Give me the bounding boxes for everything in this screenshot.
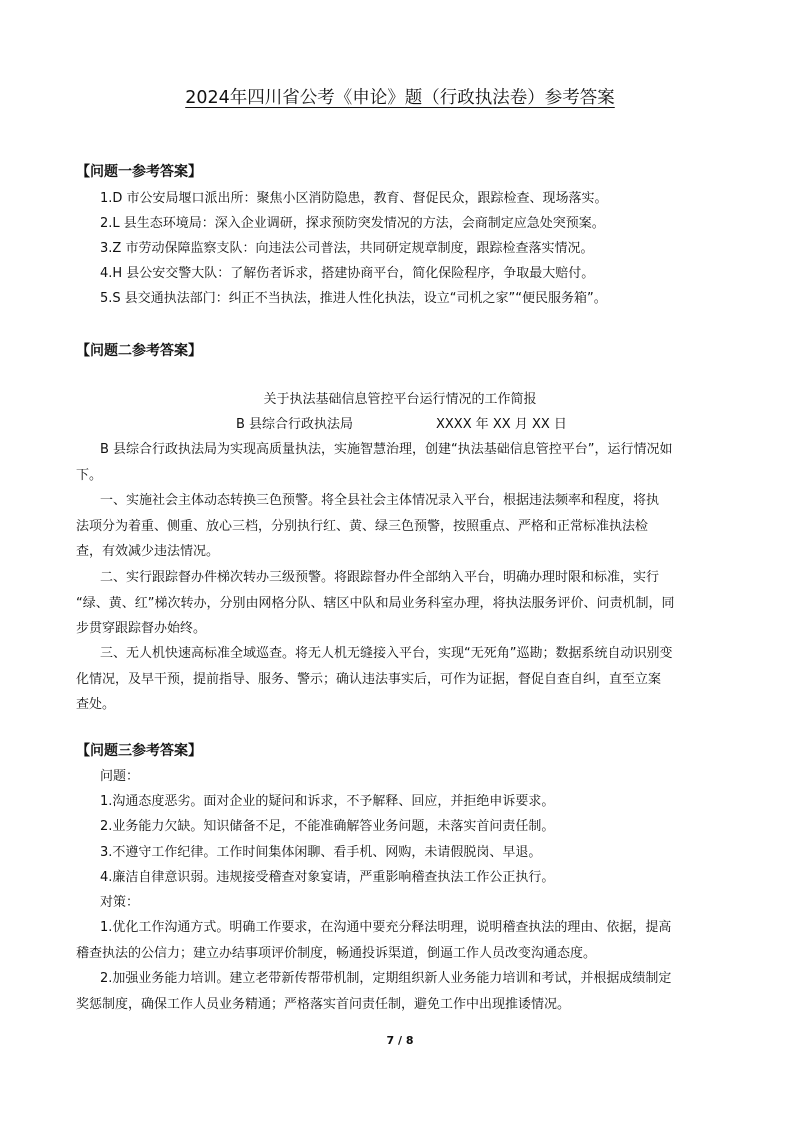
problem-item-2: 2.业务能力欠缺。知识储备不足，不能准确解答业务问题，未落实首问责任制。: [100, 819, 555, 834]
report-date: XXXX 年 XX 月 XX 日: [436, 417, 567, 432]
measure-1: [76, 915, 718, 966]
report-section-2: [76, 565, 718, 642]
problem-item-1: 1.沟通态度恶劣。面对企业的疑问和诉求，不予解释、回应，并拒绝申诉要求。: [100, 794, 555, 809]
report-section-1-line-2: 法项分为着重、侧重、放心三档，分别执行红、黄、绿三色预警，按照重点、严格和正常标准执法检: [76, 518, 649, 534]
report-title: 关于执法基础信息管控平台运行情况的工作简报: [263, 392, 537, 407]
q1-item-2: 2.L 县生态环境局：深入企业调研，探求预防突发情况的方法，会商制定应急处突预案。: [100, 216, 605, 231]
page-title: [0, 86, 800, 110]
q1-item-5: 5.S 县交通执法部门：纠正不当执法，推进人性化执法，设立“司机之家”“便民服务箱”。: [100, 291, 607, 306]
measure-2-line-2: 奖惩制度，确保工作人员业务精通；严格落实首问责任制，避免工作中出现推诿情况。: [76, 996, 571, 1012]
q2-heading: 【问题二参考答案】: [76, 343, 202, 359]
problems-label: 问题：: [100, 769, 140, 784]
report-section-1-line-1: 一、实施社会主体动态转换三色预警。将全县社会主体情况录入平台，根据违法频率和程度，将执: [100, 493, 660, 508]
q3-heading: 【问题三参考答案】: [76, 743, 202, 759]
report-section-2-line-3: 步贯穿跟踪督办始终。: [76, 621, 207, 636]
problem-item-4: 4.廉洁自律意识弱。违规接受稽查对象宴请，严重影响稽查执法工作公正执行。: [100, 870, 555, 885]
measure-1-line-2: 稽查执法的公信力；建立办结事项评价制度，畅通投诉渠道，倒逼工作人员改变沟通态度。: [76, 945, 597, 961]
report-section-3: [76, 641, 718, 718]
report-section-1-line-3: 查，有效减少违法情况。: [76, 544, 220, 559]
report-intro: [76, 437, 718, 488]
report-intro-line-2: 下。: [76, 467, 103, 483]
report-intro-line-1: B 县综合行政执法局为实现高质量执法，实施智慧治理，创建“执法基础信息管控平台”，运行情况如: [100, 442, 673, 457]
page-number: 7 / 8: [386, 1034, 414, 1047]
q1-heading: 【问题一参考答案】: [76, 164, 202, 180]
page-title-text: 2024年四川省公考《申论》题（行政执法卷）参考答案: [185, 88, 615, 108]
measure-2-line-1: 2.加强业务能力培训。建立老带新传帮带机制，定期组织新人业务能力培训和考试，并根据成绩制定: [100, 971, 672, 986]
report-section-3-line-1: 三、无人机快速高标准全域巡查。将无人机无缝接入平台，实现“无死角”巡勘；数据系统自动识别变: [100, 646, 673, 661]
report-org: B 县综合行政执法局: [236, 417, 354, 432]
measure-2: [76, 966, 718, 1017]
q1-item-3: 3.Z 市劳动保障监察支队：向违法公司普法，共同研定规章制度，跟踪检查落实情况。: [100, 241, 594, 256]
report-section-2-line-2: “绿、黄、红”梯次转办，分别由网格分队、辖区中队和局业务科室办理，将执法服务评价、问责机制，同: [76, 595, 675, 611]
q1-item-4: 4.H 县公安交警大队：了解伤者诉求，搭建协商平台，简化保险程序，争取最大赔付。: [100, 266, 595, 281]
problem-item-3: 3.不遵守工作纪律。工作时间集体闲聊、看手机、网购，未请假脱岗、早退。: [100, 845, 542, 860]
report-section-3-line-3: 查处。: [76, 697, 116, 712]
report-section-2-line-1: 二、实行跟踪督办件梯次转办三级预警。将跟踪督办件全部纳入平台，明确办理时限和标准，实行: [100, 570, 660, 585]
measures-label: 对策：: [100, 895, 140, 910]
report-section-3-line-2: 化情况，及早干预，提前指导、服务、警示；确认违法事实后，可作为证据，督促自查自纠，直至立案: [76, 671, 662, 687]
q1-item-1: 1.D 市公安局堰口派出所：聚焦小区消防隐患，教育、督促民众，跟踪检查、现场落实。: [100, 191, 608, 206]
measure-1-line-1: 1.优化工作沟通方式。明确工作要求，在沟通中要充分释法明理，说明稽查执法的理由、依据，提高: [100, 920, 672, 935]
report-section-1: [76, 488, 718, 565]
